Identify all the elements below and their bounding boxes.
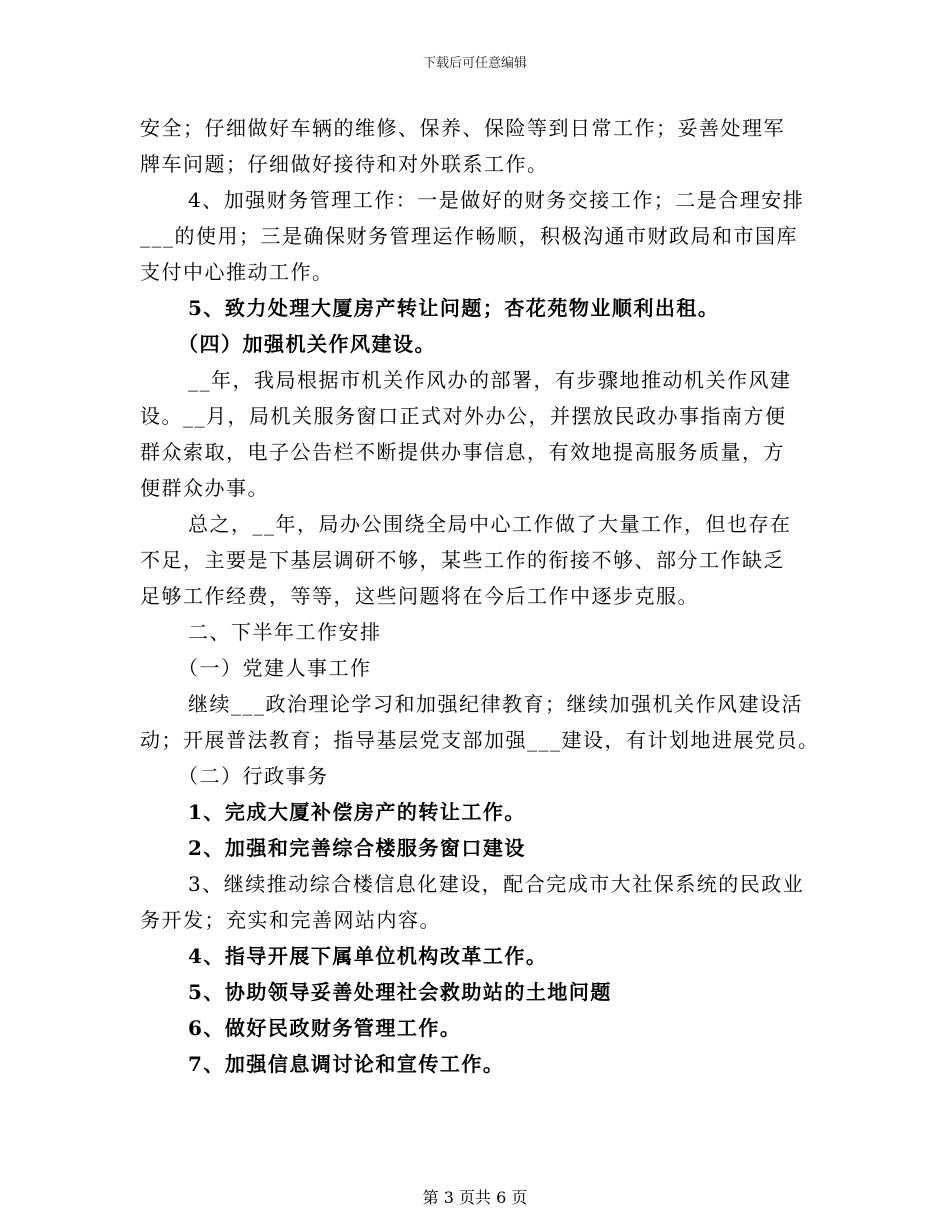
text-line: （一）党建人事工作	[178, 656, 372, 680]
text-line: 1、完成大厦补偿房产的转让工作。	[188, 800, 526, 824]
page-footer: 第 3 页共 6 页	[422, 1188, 528, 1207]
text-line: ___的使用；三是确保财务管理运作畅顺，积极沟通市财政局和市国库	[140, 224, 798, 248]
text-line: 6、做好民政财务管理工作。	[188, 1016, 462, 1040]
text-line: 7、加强信息调讨论和宣传工作。	[188, 1052, 505, 1076]
text-line: 二、下半年工作安排	[188, 620, 382, 644]
text-line: （二）行政事务	[178, 764, 329, 788]
text-line: 3、继续推动综合楼信息化建设，配合完成市大社保系统的民政业	[188, 872, 805, 896]
text-line: __年，我局根据市机关作风办的部署，有步骤地推动机关作风建	[188, 368, 792, 392]
text-line: 2、加强和完善综合楼服务窗口建设	[188, 836, 526, 860]
page-header: 下载后可任意编辑	[422, 56, 527, 71]
text-line: 5、协助领导妥善处理社会救助站的土地问题	[188, 980, 612, 1004]
text-line: 继续___政治理论学习和加强纪律教育；继续加强机关作风建设活	[188, 692, 803, 716]
text-line: 设。__月，局机关服务窗口正式对外办公，并摆放民政办事指南方便	[140, 404, 787, 428]
text-line: 支付中心推动工作。	[140, 260, 334, 284]
text-line: 不足，主要是下基层调研不够，某些工作的衔接不够、部分工作缺乏	[140, 548, 785, 572]
text-line: 足够工作经费，等等，这些问题将在今后工作中逐步克服。	[140, 584, 699, 608]
text-line: （四）加强机关作风建设。	[178, 332, 436, 356]
text-line: 便群众办事。	[140, 476, 269, 500]
text-line: 5、致力处理大厦房产转让问题；杏花苑物业顺利出租。	[188, 296, 720, 320]
text-line: 务开发；充实和完善网站内容。	[140, 908, 441, 932]
document-body	[140, 110, 820, 1082]
text-line: 牌车问题；仔细做好接待和对外联系工作。	[140, 152, 549, 176]
text-line: 总之，__年，局办公围绕全局中心工作做了大量工作，但也存在	[188, 512, 792, 536]
text-line: 4、指导开展下属单位机构改革工作。	[188, 944, 548, 968]
text-line: 群众索取，电子公告栏不断提供办事信息，有效地提高服务质量，方	[140, 440, 785, 464]
text-line: 4、加强财务管理工作：一是做好的财务交接工作；二是合理安排	[188, 188, 805, 212]
text-line: 安全；仔细做好车辆的维修、保养、保险等到日常工作；妥善处理军	[140, 116, 785, 140]
text-line: 动；开展普法教育；指导基层党支部加强___建设，有计划地进展党员。	[140, 728, 820, 752]
